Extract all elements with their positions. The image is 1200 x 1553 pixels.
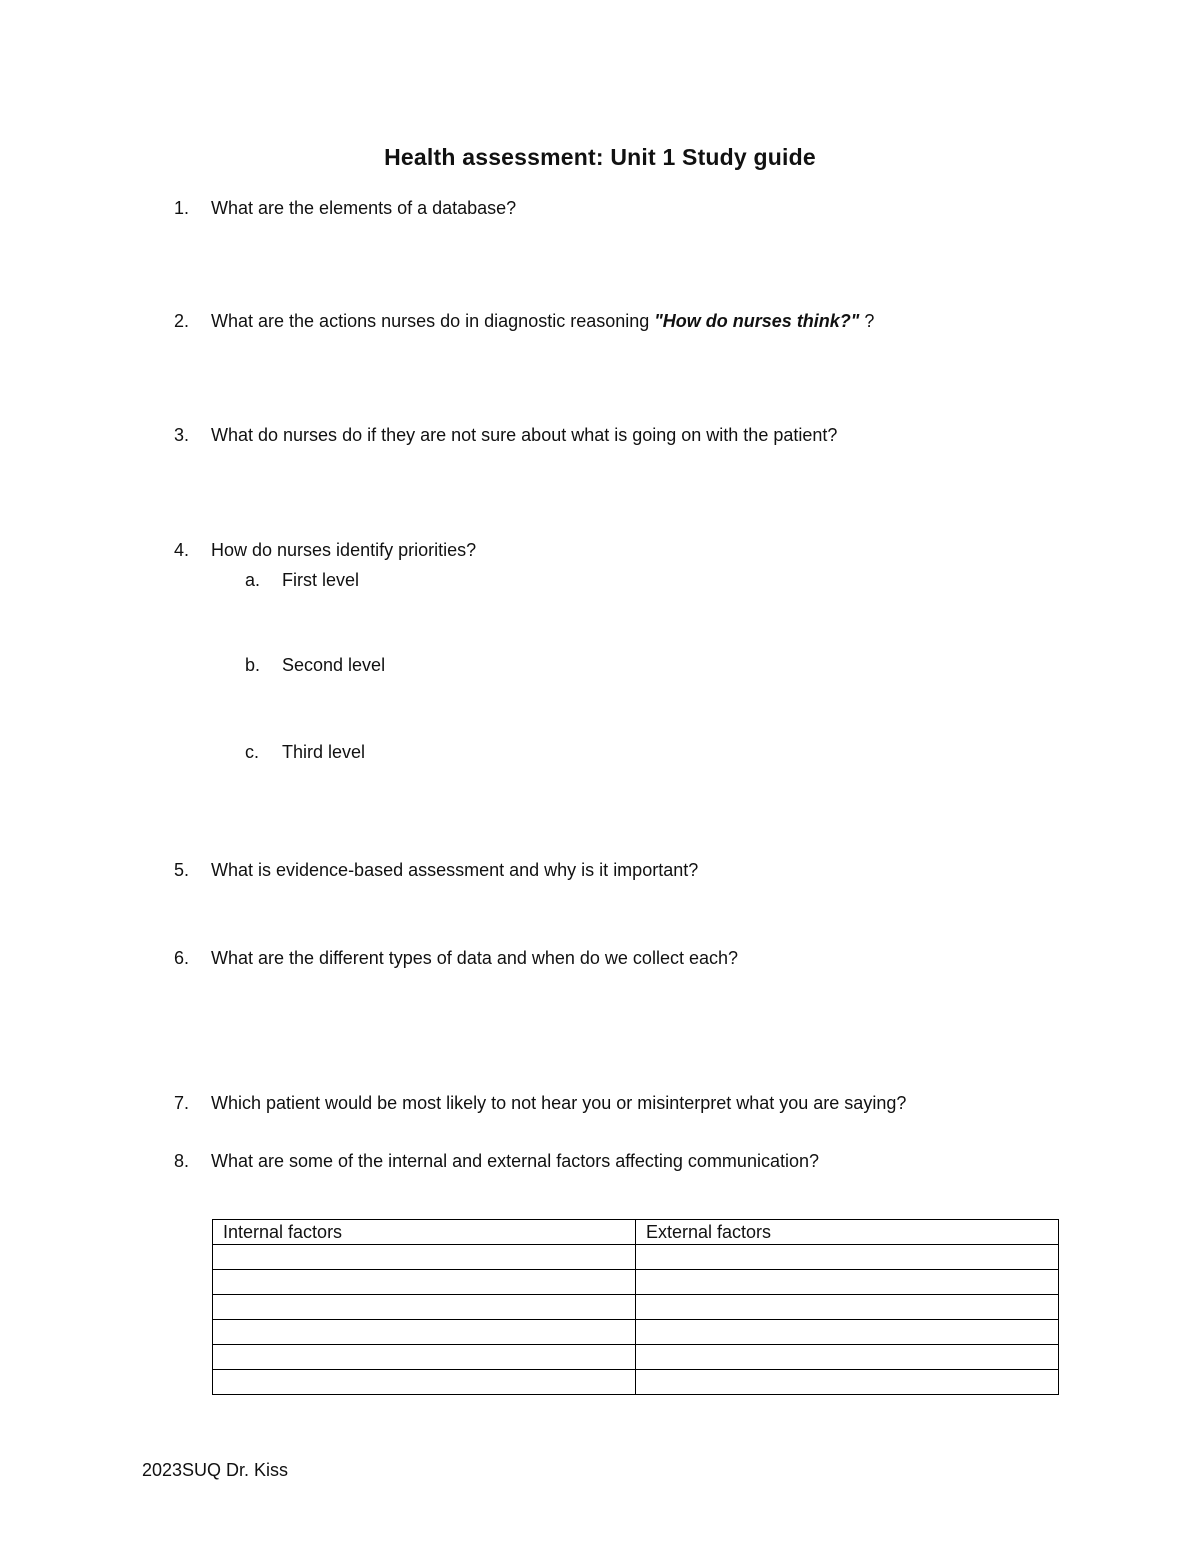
table-row [213, 1270, 1059, 1295]
external-factor-cell [636, 1270, 1059, 1295]
question-text: Which patient would be most likely to not hear you or misinterpret what you are saying? [211, 1093, 907, 1113]
external-factor-cell [636, 1245, 1059, 1270]
page-footer: 2023SUQ Dr. Kiss [142, 1460, 289, 1480]
sub-item-letter: b. [245, 655, 261, 675]
external-factor-cell [636, 1320, 1059, 1345]
table-row [213, 1245, 1059, 1270]
sub-item-letter: c. [245, 742, 260, 762]
internal-factor-cell [213, 1370, 636, 1395]
question-number: 3. [174, 425, 190, 445]
question-emphasis: "How do nurses think?" [654, 311, 860, 331]
table-row [213, 1370, 1059, 1395]
communication-factors-table [212, 1219, 1059, 1395]
question-text: What are the elements of a database? [211, 198, 517, 218]
table-row [213, 1345, 1059, 1370]
sub-item-text: Second level [282, 655, 386, 675]
question-text: What are the different types of data and when do we collect each? [211, 948, 739, 968]
sub-item-letter: a. [245, 570, 261, 590]
external-factors-header: External factors [636, 1220, 1059, 1245]
internal-factor-cell [213, 1345, 636, 1370]
question-text: What are the actions nurses do in diagnostic reasoning [211, 311, 655, 331]
internal-factors-header: Internal factors [213, 1220, 636, 1245]
question-suffix: ? [859, 311, 875, 331]
table-header-row [213, 1220, 1059, 1245]
question-text-group [211, 311, 874, 332]
question-number: 1. [174, 198, 190, 218]
question-number: 4. [174, 540, 190, 560]
question-text: What are some of the internal and external factors affecting communication? [211, 1151, 819, 1171]
external-factor-cell [636, 1370, 1059, 1395]
question-text: How do nurses identify priorities? [211, 540, 477, 560]
question-text: What do nurses do if they are not sure about what is going on with the patient? [211, 425, 838, 445]
sub-item-text: Third level [282, 742, 366, 762]
question-number: 7. [174, 1093, 190, 1113]
question-text: What is evidence-based assessment and why is it important? [211, 860, 699, 880]
external-factor-cell [636, 1345, 1059, 1370]
question-number: 6. [174, 948, 190, 968]
internal-factor-cell [213, 1320, 636, 1345]
question-number: 2. [174, 311, 190, 331]
table-row [213, 1295, 1059, 1320]
page-title: Health assessment: Unit 1 Study guide [384, 144, 816, 170]
internal-factor-cell [213, 1295, 636, 1320]
table-row [213, 1320, 1059, 1345]
question-number: 8. [174, 1151, 190, 1171]
sub-item-text: First level [282, 570, 360, 590]
internal-factor-cell [213, 1270, 636, 1295]
external-factor-cell [636, 1295, 1059, 1320]
question-number: 5. [174, 860, 190, 880]
internal-factor-cell [213, 1245, 636, 1270]
